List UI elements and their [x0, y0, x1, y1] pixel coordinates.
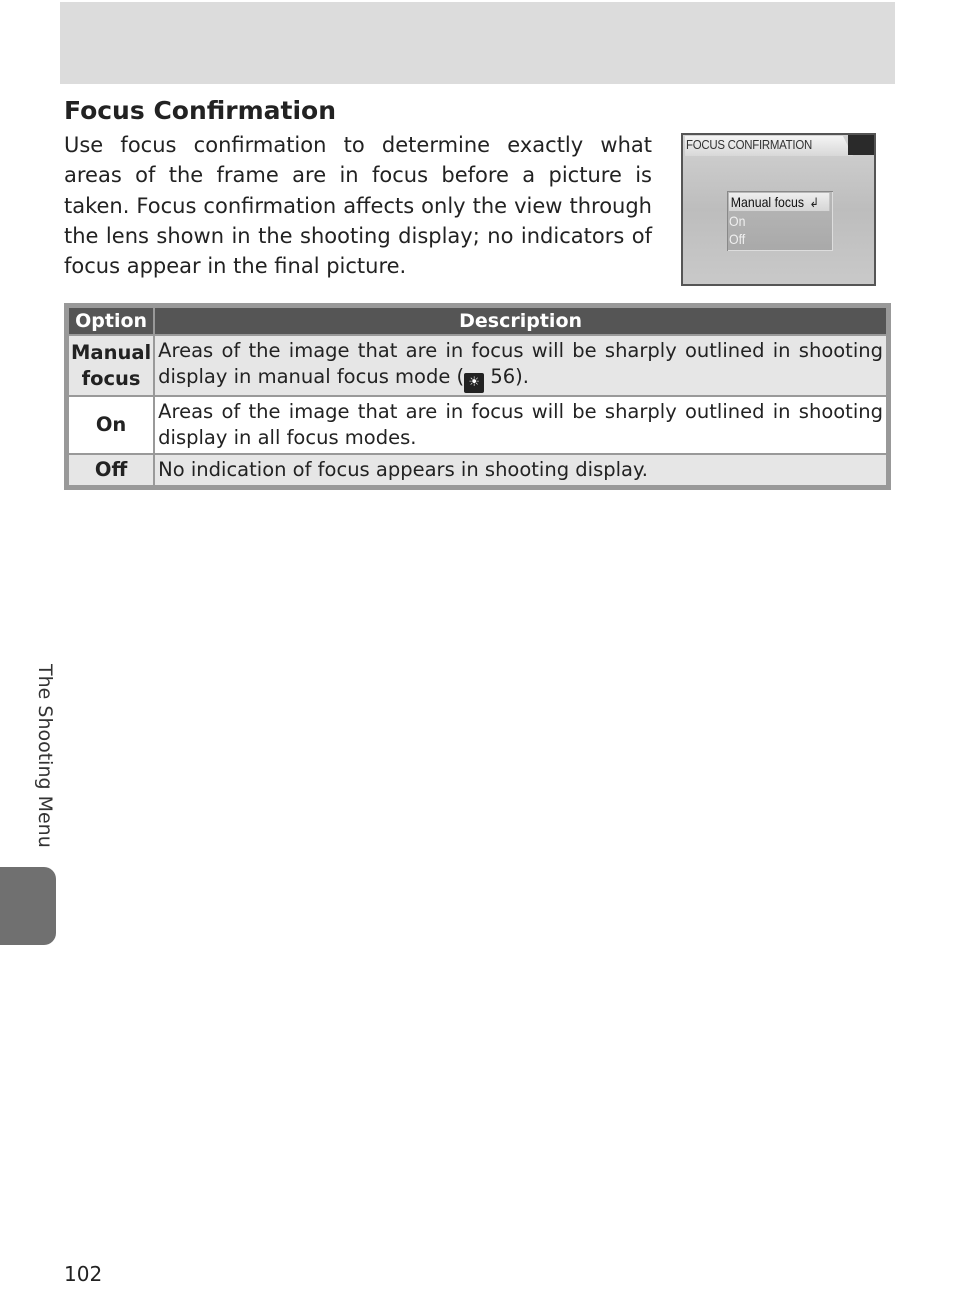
option-cell: Manual focus	[69, 336, 153, 395]
side-tab-label	[34, 664, 54, 864]
camera-menu-title: FOCUS CONFIRMATION	[686, 137, 812, 152]
description-cell: No indication of focus appears in shooting display.	[155, 455, 886, 485]
camera-option-manual-focus	[729, 193, 829, 211]
table-row	[69, 397, 886, 453]
camera-option-off: Off	[729, 231, 746, 247]
intro-paragraph: Use focus confirmation to determine exactly what areas of the frame are in focus before a picture is taken. Focus confirmation affects only the view through the lens shown in the shooting display; no indicators of focus appear in the final picture.	[64, 133, 652, 279]
option-cell: Off	[69, 455, 153, 485]
page-number: 102	[64, 1262, 103, 1286]
camera-option-on: On	[729, 213, 746, 229]
table-row	[69, 336, 886, 395]
side-tab-text: The Shooting Menu	[34, 664, 56, 848]
table-header-description: Description	[155, 308, 886, 334]
table-row	[69, 455, 886, 485]
camera-menu-options	[727, 191, 833, 251]
section-title: Focus Confirmation	[64, 96, 337, 125]
description-cell	[155, 336, 886, 395]
table-header-option: Option	[69, 308, 153, 334]
reference-icon: ☀	[464, 373, 484, 393]
camera-menu-screenshot	[681, 133, 876, 286]
option-cell: On	[69, 397, 153, 453]
side-tab	[0, 867, 56, 945]
description-text: 56).	[484, 365, 529, 388]
options-table	[64, 303, 891, 490]
camera-option-label: Manual focus	[730, 194, 805, 210]
description-text: Areas of the image that are in focus will be sharply outlined in shooting display in manual focus mode (	[158, 339, 883, 388]
camera-menu-tab-corner	[848, 135, 874, 155]
description-cell: Areas of the image that are in focus will be sharply outlined in shooting display in all focus modes.	[155, 397, 886, 453]
header-band	[60, 2, 895, 84]
enter-icon: ↲	[809, 195, 819, 210]
